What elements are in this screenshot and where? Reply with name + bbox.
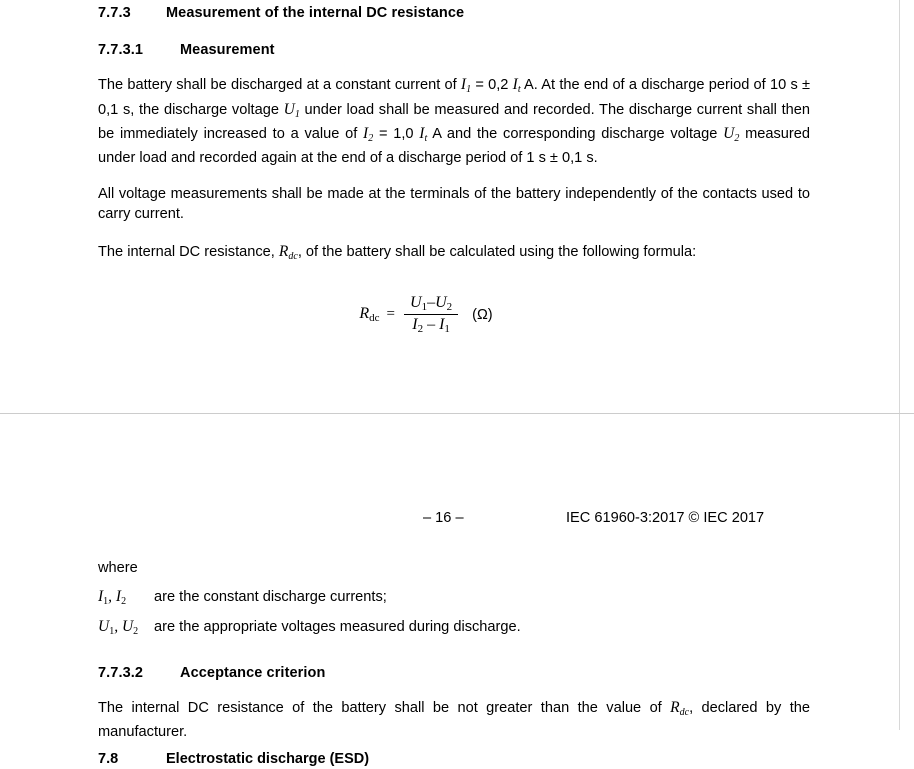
page-top-content [0,0,914,335]
variable-subscript: t [424,133,428,145]
text-fragment: The battery shall be discharged at a constant current of [98,77,461,93]
text-fragment: , of the battery shall be calculated using the following formula: [297,243,697,260]
text-fragment: The internal DC resistance of the battery shall be not greater than the value of [98,700,671,716]
text-fragment: The internal DC resistance, [98,243,279,260]
variable-subscript: dc [288,250,298,262]
variable-it-a [513,76,521,93]
numerator-u1-symbol: U [410,294,422,312]
heading-7-7-3-1-number: 7.7.3.1 [98,42,144,58]
formula-denominator [404,315,458,335]
denominator-i2-subscript: 2 [417,323,424,336]
definition-list [98,576,810,644]
heading-7-8-partial [98,742,810,769]
variable-subscript: 2 [368,133,374,145]
variable-symbol: U [283,100,295,118]
term-symbol-a: U [98,618,110,635]
paragraph-measurement-procedure [98,58,810,168]
definition-term-currents [98,584,154,614]
text-fragment: under load shall be measured and recorded. The discharge current shall then be immediately increased to a value of [98,101,810,143]
denominator-i1-subscript: 1 [444,323,450,336]
variable-i1 [461,76,471,93]
variable-subscript: 1 [294,108,300,120]
definition-term-voltages [98,614,154,644]
document-reference: IEC 61960-3:2017 © IEC 2017 [566,510,765,526]
definition-row-currents [98,584,810,614]
text-fragment: A. At the end of a discharge period of 10 s ± 0,1 s, the discharge voltage [98,77,811,118]
text-fragment: A and the corresponding discharge voltage [427,126,724,143]
page-right-gutter [899,0,914,413]
variable-symbol: U [723,125,735,143]
heading-7-8-title: Electrostatic discharge (ESD) [166,751,370,768]
variable-u1 [284,101,300,118]
heading-7-7-3 [98,0,810,21]
text-fragment: = 0,2 [471,77,513,93]
definition-description-voltages: are the appropriate voltages measured during discharge. [154,619,521,635]
heading-7-7-3-1-title: Measurement [180,42,275,58]
variable-subscript: t [517,84,521,95]
variable-u2 [723,125,740,145]
term-separator: , [114,618,122,635]
term-symbol-a: I [98,588,104,605]
variable-symbol: I [512,76,518,93]
numerator-u2-subscript: 2 [446,301,453,314]
formula-lhs-symbol: R [359,305,370,323]
denominator-minus: – [427,316,436,334]
heading-7-8-number: 7.8 [98,751,119,768]
heading-7-7-3-2 [98,644,810,681]
text-fragment: = 1,0 [373,126,420,143]
heading-7-7-3-2-title: Acceptance criterion [180,665,326,681]
term-symbol-b: I [115,588,122,605]
numerator-minus: – [427,294,436,312]
variable-subscript: dc [679,707,690,718]
heading-7-8-inner [98,751,369,767]
paragraph-formula-intro [98,225,810,267]
variable-symbol: I [363,125,369,143]
formula-numerator [404,294,458,315]
term-separator: , [108,588,116,605]
term-subscript-a: 1 [103,596,109,607]
term-subscript-a: 1 [109,626,115,637]
heading-7-7-3-title: Measurement of the internal DC resistance [166,5,465,21]
variable-subscript: 1 [466,84,472,95]
where-label: where [98,560,138,576]
heading-7-7-3-number: 7.7.3 [98,5,131,21]
definition-description-currents: are the constant discharge currents; [154,589,387,605]
paragraph-acceptance-criterion [98,681,810,742]
variable-symbol: I [419,125,425,143]
page-bottom-section [0,414,914,768]
formula-unit: (Ω) [472,306,493,323]
formula-lhs-subscript: dc [369,312,380,325]
term-subscript-b: 2 [121,596,127,607]
formula-equals-sign: = [386,306,395,323]
page-right-gutter-2 [899,414,914,730]
variable-rdc [279,243,298,260]
term-subscript-b: 2 [133,626,139,637]
denominator-i1-symbol: I [439,316,445,334]
heading-7-7-3-1 [98,21,810,58]
formula-fraction [404,294,458,335]
numerator-u1-subscript: 1 [421,301,428,314]
variable-symbol: R [670,699,680,716]
formula-internal-dc-resistance [98,266,810,335]
paragraph-voltage-measurements: All voltage measurements shall be made at the terminals of the battery independently of the contacts used to carry current. [98,186,810,222]
variable-symbol: R [278,242,289,260]
formula-inner [359,294,492,335]
page-number: – 16 – [423,510,464,526]
text-fragment: , declared by the manufacturer. [98,700,810,740]
variable-subscript: 2 [734,133,740,145]
denominator-i2-symbol: I [412,316,418,334]
formula-lhs [359,305,386,324]
numerator-u2-symbol: U [435,294,447,312]
variable-symbol: I [460,76,467,93]
page-bottom-content [0,414,914,769]
term-symbol-b: U [121,618,134,635]
definition-row-voltages [98,614,810,644]
variable-i2 [363,125,374,145]
heading-7-7-3-2-number: 7.7.3.2 [98,665,144,681]
page-header-row [98,414,810,532]
variable-rdc-2 [670,699,689,716]
text-fragment: measured under load and recorded again at the end of a discharge period of 1 s ± 0,1 s. [98,126,810,166]
